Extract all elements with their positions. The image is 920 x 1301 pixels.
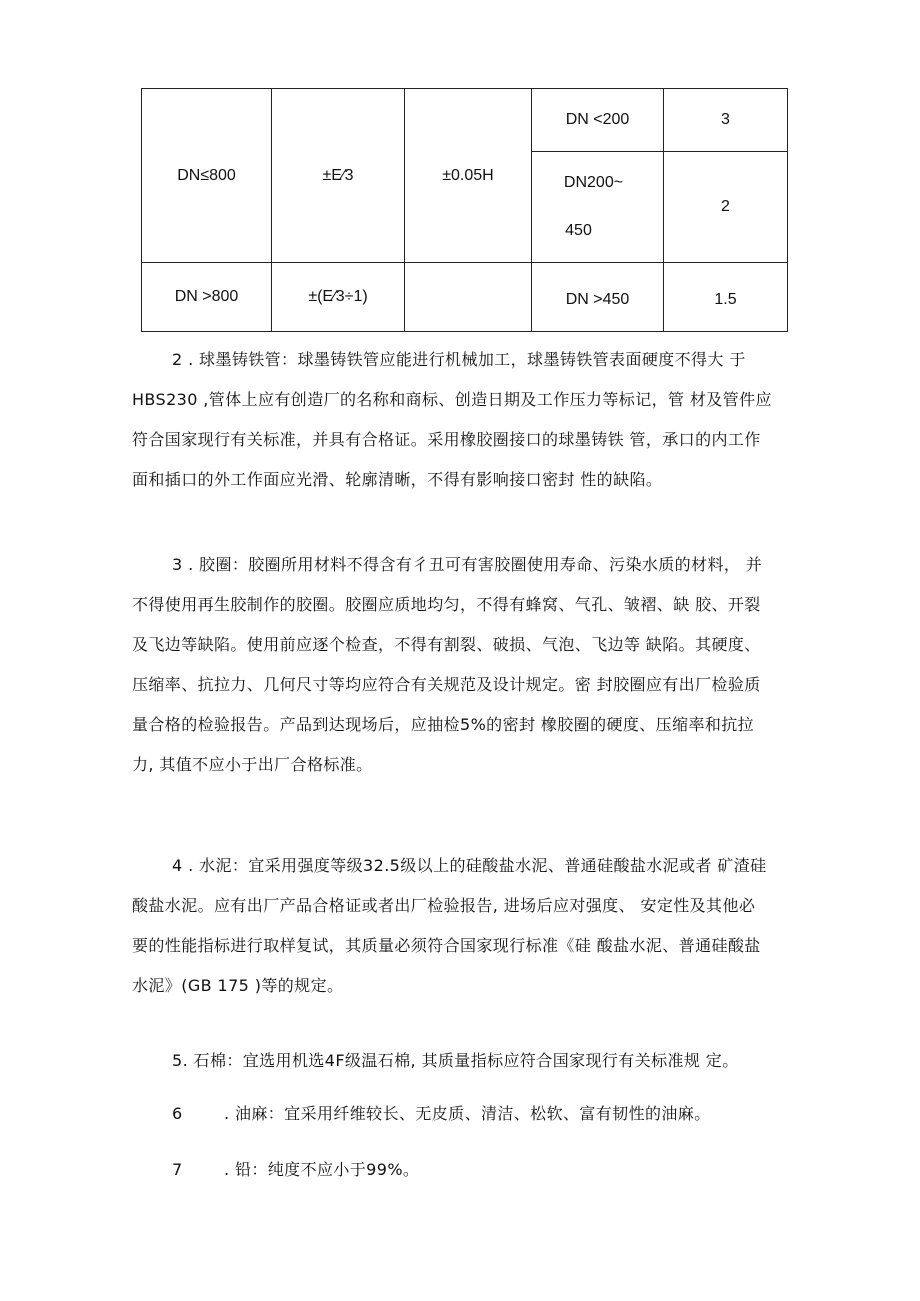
paragraph-line: 4 . 水泥：宜采用强度等级32.5级以上的硅酸盐水泥、普通硅酸盐水泥或者 矿渣硅 (172, 856, 767, 875)
table-cell-sub-value: 1.5 (664, 263, 788, 332)
paragraph-line: HBS230 ,管体上应有创造厂的名称和商标、创造日期及工作压力等标记，管 材及管件应 (132, 390, 772, 409)
table-cell-sub-range (532, 152, 664, 263)
paragraph-line: 水泥》(GB 175 )等的规定。 (132, 976, 344, 995)
item-number: 7 (172, 1160, 183, 1179)
table-cell-sub-range: DN <200 (532, 89, 664, 152)
paragraph-oakum (172, 1101, 792, 1124)
paragraph-line: 符合国家现行有关标准，并具有合格证。采用橡胶圈接口的球墨铸铁 管，承口的内工作 (132, 430, 761, 449)
table-cell-sub-range: DN >450 (532, 263, 664, 332)
table-cell-tolerance: ±E⁄3 (272, 89, 405, 263)
spec-table (141, 88, 788, 332)
table-cell-diameter: DN >800 (142, 263, 272, 332)
paragraph-line: 要的性能指标进行取样复试，其质量必须符合国家现行标准《硅 酸盐水泥、普通硅酸盐 (132, 936, 761, 955)
paragraph-rubber-ring (132, 545, 792, 785)
item-text: . 铅：纯度不应小于99%。 (224, 1160, 420, 1179)
paragraph-cement (132, 846, 792, 1006)
range-line-1: DN200~ (563, 174, 624, 191)
paragraph-line: 量合格的检验报告。产品到达现场后，应抽检5%的密封 橡胶圈的硬度、压缩率和抗拉 (132, 715, 755, 734)
table-cell-height-tolerance: ±0.05H (405, 89, 532, 263)
table-row (142, 263, 788, 332)
item-text: . 油麻：宜采用纤维较长、无皮质、清洁、松软、富有韧性的油麻。 (224, 1104, 711, 1123)
paragraph-line: 及飞边等缺陷。使用前应逐个检查，不得有割裂、破损、气泡、飞边等 缺陷。其硬度、 (132, 635, 761, 654)
paragraph-line: 不得使用再生胶制作的胶圈。胶圈应质地均匀，不得有蜂窝、气孔、皱褶、缺 胶、开裂 (132, 595, 761, 614)
table-cell-sub-value: 3 (664, 89, 788, 152)
paragraph-line: 3 . 胶圈：胶圈所用材料不得含有彳丑可有害胶圈使用寿命、污染水质的材料， 并 (172, 555, 763, 574)
table-cell-height-tolerance (405, 263, 532, 332)
table-cell-diameter: DN≤800 (142, 89, 272, 263)
paragraph-line: 2 . 球墨铸铁管：球墨铸铁管应能进行机械加工，球墨铸铁管表面硬度不得大 于 (172, 350, 746, 369)
table-cell-sub-value: 2 (664, 152, 788, 263)
paragraph-lead (172, 1157, 792, 1180)
table-row (142, 89, 788, 152)
paragraph-line: 酸盐水泥。应有出厂产品合格证或者出厂检验报告, 进场后应对强度、 安定性及其他必 (132, 896, 756, 915)
item-number: 6 (172, 1104, 183, 1123)
paragraph-asbestos: 5. 石棉：宜选用机选4F级温石棉, 其质量指标应符合国家现行有关标准规 定。 (172, 1051, 739, 1070)
paragraph-ductile-iron-pipe (132, 340, 792, 500)
paragraph-line: 压缩率、抗拉力、几何尺寸等均应符合有关规范及设计规定。密 封胶圈应有出厂检验质 (132, 675, 761, 694)
paragraph-line: 面和插口的外工作面应光滑、轮廓清晰，不得有影响接口密封 性的缺陷。 (132, 470, 663, 489)
range-line-2: 450 (565, 222, 592, 239)
table-cell-tolerance: ±(E⁄3÷1) (272, 263, 405, 332)
paragraph-line: 力, 其值不应小于出厂合格标准。 (132, 755, 373, 774)
